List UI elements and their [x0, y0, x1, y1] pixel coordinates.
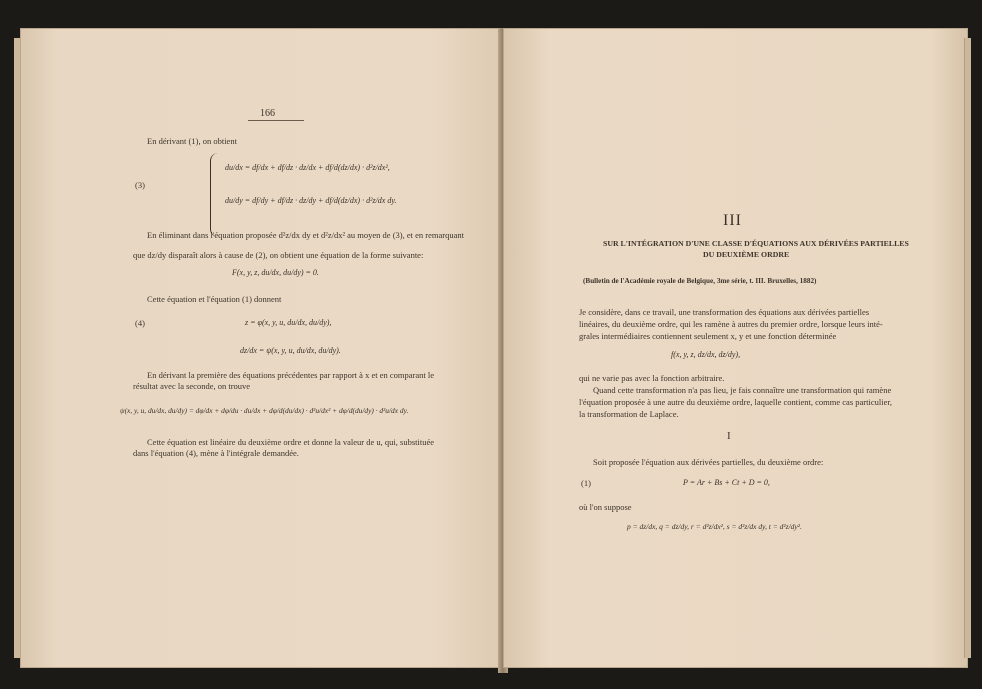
paragraph-line: qui ne varie pas avec la fonction arbitraire. [579, 373, 725, 383]
equation-label: (3) [135, 180, 145, 190]
paragraph-line: En dérivant (1), on obtient [147, 136, 237, 146]
equation: F(x, y, z, du/dx, du/dy) = 0. [232, 268, 319, 277]
paragraph-line: la transformation de Laplace. [579, 409, 679, 419]
equation: p = dz/dx, q = dz/dy, r = d²z/dx², s = d²z/dx dy, t = d²z/dy². [627, 522, 802, 531]
paragraph-line: En éliminant dans l'équation proposée d²z/dx dy et d²z/dx² au moyen de (3), et en remarquant [147, 230, 464, 240]
page-number: 166 [260, 108, 275, 119]
section-title: SUR L'INTÉGRATION D'UNE CLASSE D'ÉQUATIONS AUX DÉRIVÉES PARTIELLES [603, 239, 909, 248]
right-page [503, 28, 968, 668]
equation: dz/dx = ψ(x, y, u, du/dx, du/dy). [240, 346, 341, 355]
paragraph-line: dans l'équation (4), mène à l'intégrale demandée. [133, 448, 299, 458]
source-note: (Bulletin de l'Académie royale de Belgique, 3me série, t. III. Bruxelles, 1882) [583, 277, 817, 285]
equation: P = Ar + Bs + Ct + D = 0, [683, 478, 770, 487]
paragraph-line: Je considère, dans ce travail, une transformation des équations aux dérivées partielles [579, 307, 870, 317]
paragraph-line: Soit proposée l'équation aux dérivées partielles, du deuxième ordre: [593, 457, 824, 467]
paragraph-line: Quand cette transformation n'a pas lieu, je fais connaître une transformation qui ramène [593, 385, 892, 395]
equation-brace [210, 153, 219, 237]
equation: ψ(x, y, u, du/dx, du/dy) = dφ/dx + dφ/du · du/dx + dφ/d(du/dx) · d²u/dx² + dφ/d(du/dy) · d²u/dx dy. [120, 406, 409, 415]
paragraph-line: Cette équation et l'équation (1) donnent [147, 294, 282, 304]
section-number: III [723, 212, 742, 229]
paragraph-line: Cette équation est linéaire du deuxième ordre et donne la valeur de u, qui, substituée [147, 437, 435, 447]
paragraph-line: que dz/dy disparaît alors à cause de (2), on obtient une équation de la forme suivante: [133, 250, 424, 260]
paragraph-line: grales intermédiaires contiennent seulement x, y et une fonction déterminée [579, 331, 837, 341]
equation-label: (1) [581, 478, 591, 488]
paragraph-line: l'équation proposée à une autre du deuxième ordre, laquelle contient, comme cas particulier, [579, 397, 892, 407]
paragraph-line: En dérivant la première des équations précédentes par rapport à x et en comparant le [147, 370, 434, 380]
paragraph-line: résultat avec la seconde, on trouve [133, 381, 251, 391]
equation-label: (4) [135, 318, 145, 328]
page-number-rule [248, 120, 304, 121]
paragraph-line: où l'on suppose [579, 502, 632, 512]
subsection-number: I [727, 430, 731, 442]
equation: f(x, y, z, dz/dx, dz/dy), [671, 350, 741, 359]
left-page [20, 28, 503, 668]
book-spread [20, 28, 970, 676]
equation: du/dy = df/dy + df/dz · dz/dy + df/d(dz/dx) · d²z/dx dy. [225, 196, 397, 205]
paragraph-line: linéaires, du deuxième ordre, qui les ramène à autres du premier ordre, lorsque leurs inté- [579, 319, 883, 329]
section-title: DU DEUXIÈME ORDRE [703, 250, 790, 259]
equation: du/dx = df/dx + df/dz · dz/dx + df/d(dz/dx) · d²z/dx², [225, 163, 390, 172]
equation: z = φ(x, y, u, du/dx, du/dy), [245, 318, 332, 327]
page-edges-right [964, 38, 971, 658]
